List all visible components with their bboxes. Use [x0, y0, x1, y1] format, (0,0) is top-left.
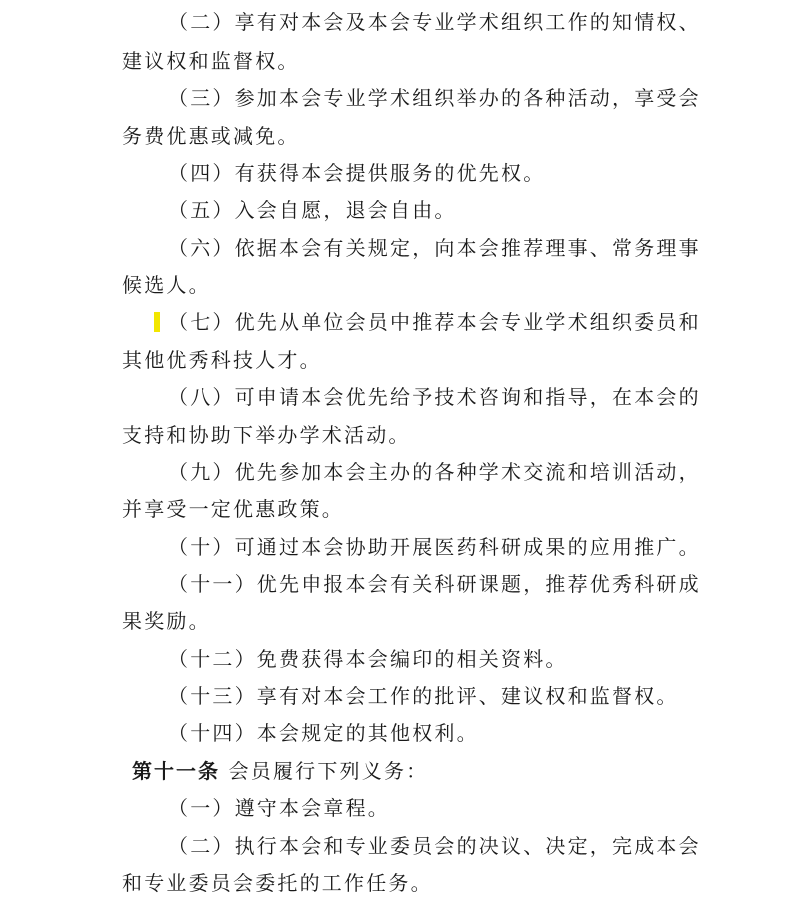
paragraph-line: （二）享有对本会及本会专业学术组织工作的知情权、 [168, 10, 701, 34]
paragraph-line: 果奖励。 [122, 609, 211, 633]
paragraph-line: （八）可申请本会优先给予技术咨询和指导，在本会的 [168, 385, 701, 409]
paragraph-line: （二）执行本会和专业委员会的决议、决定，完成本会 [168, 834, 701, 858]
paragraph-line: （十一）优先申报本会有关科研课题，推荐优秀科研成 [168, 572, 701, 596]
highlight-marker [154, 312, 160, 332]
article-text: 会员履行下列义务： [228, 759, 429, 783]
paragraph-line: （五）入会自愿，退会自由。 [168, 198, 457, 222]
paragraph-line: 其他优秀科技人才。 [122, 348, 322, 372]
paragraph-line: 支持和协助下举办学术活动。 [122, 423, 411, 447]
paragraph-line: （三）参加本会专业学术组织举办的各种活动，享受会 [168, 86, 701, 110]
paragraph-line: 建议权和监督权。 [122, 49, 300, 73]
paragraph-line: （六）依据本会有关规定，向本会推荐理事、常务理事 [168, 236, 701, 260]
paragraph-line: （七）优先从单位会员中推荐本会专业学术组织委员和 [168, 310, 701, 334]
paragraph-line: （十二）免费获得本会编印的相关资料。 [168, 647, 568, 671]
paragraph-line: （十三）享有对本会工作的批评、建议权和监督权。 [168, 684, 679, 708]
paragraph-line: （十四）本会规定的其他权利。 [168, 721, 479, 745]
paragraph-line: （四）有获得本会提供服务的优先权。 [168, 161, 546, 185]
article-heading: 第十一条 [132, 759, 220, 783]
paragraph-line: 并享受一定优惠政策。 [122, 497, 344, 521]
paragraph-line: （十）可通过本会协助开展医药科研成果的应用推广。 [168, 535, 701, 559]
paragraph-line: 务费优惠或减免。 [122, 124, 300, 148]
paragraph-line: 和专业委员会委托的工作任务。 [122, 871, 433, 895]
article-line [132, 759, 428, 783]
paragraph-line: （九）优先参加本会主办的各种学术交流和培训活动， [168, 460, 701, 484]
paragraph-line: 候选人。 [122, 273, 211, 297]
paragraph-line: （一）遵守本会章程。 [168, 796, 390, 820]
